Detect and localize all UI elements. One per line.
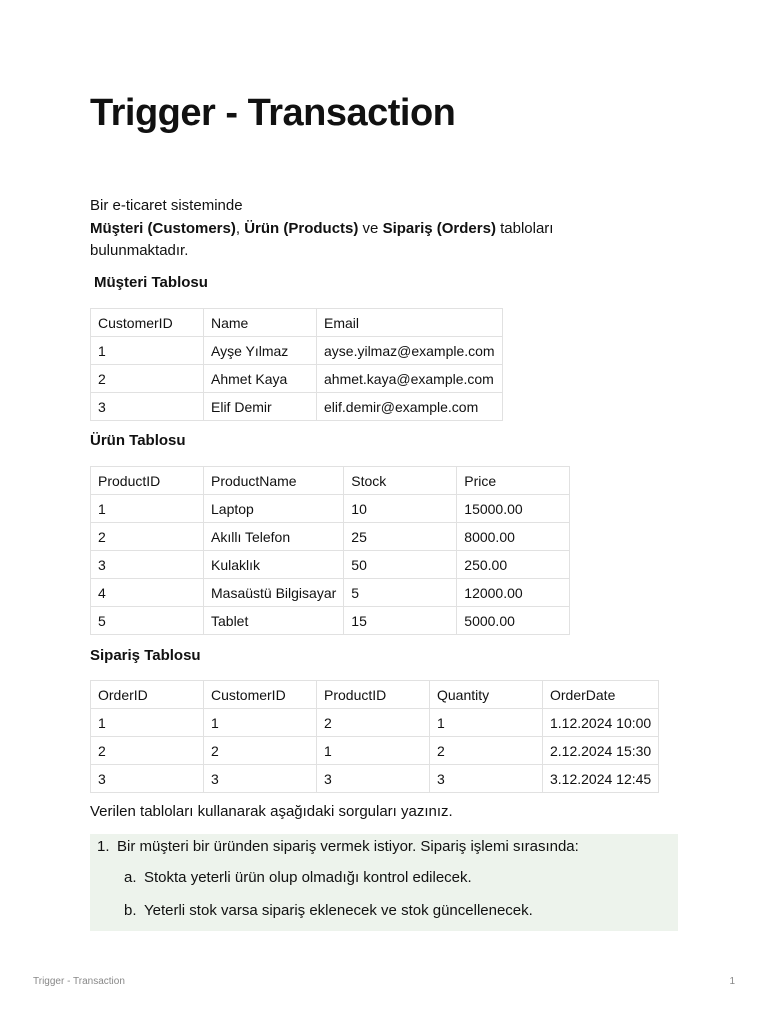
table-cell: 3.12.2024 12:45 bbox=[543, 765, 659, 793]
table-cell: 12000.00 bbox=[457, 579, 570, 607]
customers-table-title: Müşteri Tablosu bbox=[94, 274, 208, 291]
table-header-cell: CustomerID bbox=[91, 309, 204, 337]
products-table bbox=[90, 466, 570, 635]
table-header-cell: Price bbox=[457, 467, 570, 495]
table-header-cell: CustomerID bbox=[204, 681, 317, 709]
intro-sep: , bbox=[235, 219, 245, 237]
table-cell: 10 bbox=[344, 495, 457, 523]
orders-table-title: Sipariş Tablosu bbox=[90, 647, 201, 664]
table-row bbox=[91, 709, 659, 737]
table-cell: 4 bbox=[91, 579, 204, 607]
task-sub-b-text: Yeterli stok varsa sipariş eklenecek ve stok güncellenecek. bbox=[144, 902, 533, 919]
table-cell: 15 bbox=[344, 607, 457, 635]
table-header-cell: Stock bbox=[344, 467, 457, 495]
intro-orders: Sipariş (Orders) bbox=[382, 219, 496, 237]
table-cell: Laptop bbox=[204, 495, 344, 523]
table-row bbox=[91, 523, 570, 551]
table-cell: Ayşe Yılmaz bbox=[204, 337, 317, 365]
table-row bbox=[91, 337, 503, 365]
table-cell: 8000.00 bbox=[457, 523, 570, 551]
products-table-title: Ürün Tablosu bbox=[90, 432, 186, 449]
table-row bbox=[91, 737, 659, 765]
table-header-cell: ProductID bbox=[317, 681, 430, 709]
table-row bbox=[91, 393, 503, 421]
table-header-cell: OrderDate bbox=[543, 681, 659, 709]
table-cell: Tablet bbox=[204, 607, 344, 635]
task-item-1-text: Bir müşteri bir üründen sipariş vermek istiyor. Sipariş işlemi sırasında: bbox=[117, 838, 579, 855]
table-cell: Elif Demir bbox=[204, 393, 317, 421]
list-marker: 1. bbox=[97, 838, 110, 855]
table-header-row bbox=[91, 681, 659, 709]
page-title: Trigger - Transaction bbox=[90, 92, 456, 134]
page-number: 1 bbox=[729, 976, 735, 987]
table-cell: 5 bbox=[344, 579, 457, 607]
table-row bbox=[91, 495, 570, 523]
table-header-cell: Name bbox=[204, 309, 317, 337]
table-cell: 1 bbox=[91, 495, 204, 523]
table-cell: 3 bbox=[204, 765, 317, 793]
table-cell: 250.00 bbox=[457, 551, 570, 579]
customers-table bbox=[90, 308, 503, 421]
table-cell: Akıllı Telefon bbox=[204, 523, 344, 551]
table-cell: Kulaklık bbox=[204, 551, 344, 579]
intro-body bbox=[90, 218, 610, 263]
table-row bbox=[91, 551, 570, 579]
table-header-cell: ProductName bbox=[204, 467, 344, 495]
table-cell: 50 bbox=[344, 551, 457, 579]
table-cell: 3 bbox=[430, 765, 543, 793]
table-cell: 2 bbox=[91, 737, 204, 765]
table-cell: 15000.00 bbox=[457, 495, 570, 523]
intro-tail: tabloları bulunmaktadır. bbox=[90, 219, 554, 259]
table-cell: 2 bbox=[91, 523, 204, 551]
table-cell: 1 bbox=[204, 709, 317, 737]
table-row bbox=[91, 365, 503, 393]
table-cell: 25 bbox=[344, 523, 457, 551]
table-cell: 2.12.2024 15:30 bbox=[543, 737, 659, 765]
table-cell: 2 bbox=[91, 365, 204, 393]
table-cell: elif.demir@example.com bbox=[317, 393, 503, 421]
intro-sep: ve bbox=[358, 219, 383, 237]
task-callout bbox=[90, 834, 678, 931]
table-row bbox=[91, 765, 659, 793]
table-cell: 1 bbox=[91, 337, 204, 365]
orders-table bbox=[90, 680, 659, 793]
task-sub-a-text: Stokta yeterli ürün olup olmadığı kontrol edilecek. bbox=[144, 869, 472, 886]
table-cell: 2 bbox=[430, 737, 543, 765]
task-item-1 bbox=[97, 838, 579, 855]
table-cell: 1 bbox=[317, 737, 430, 765]
intro-customers: Müşteri (Customers) bbox=[90, 219, 236, 237]
table-cell: Ahmet Kaya bbox=[204, 365, 317, 393]
table-cell: Masaüstü Bilgisayar bbox=[204, 579, 344, 607]
table-cell: 5000.00 bbox=[457, 607, 570, 635]
table-header-cell: Email bbox=[317, 309, 503, 337]
table-cell: 5 bbox=[91, 607, 204, 635]
table-cell: 1 bbox=[430, 709, 543, 737]
intro-line: Bir e-ticaret sisteminde bbox=[90, 197, 243, 214]
table-cell: ahmet.kaya@example.com bbox=[317, 365, 503, 393]
table-row bbox=[91, 579, 570, 607]
table-header-cell: ProductID bbox=[91, 467, 204, 495]
table-cell: 1.12.2024 10:00 bbox=[543, 709, 659, 737]
table-cell: 2 bbox=[204, 737, 317, 765]
task-sub-a bbox=[124, 869, 472, 886]
table-header-row bbox=[91, 467, 570, 495]
intro-products: Ürün (Products) bbox=[244, 219, 359, 237]
closing-instruction: Verilen tabloları kullanarak aşağıdaki sorguları yazınız. bbox=[90, 803, 453, 820]
table-cell: 1 bbox=[91, 709, 204, 737]
intro-paragraph bbox=[90, 195, 610, 263]
table-cell: 3 bbox=[91, 551, 204, 579]
list-marker: b. bbox=[124, 902, 137, 919]
table-cell: 3 bbox=[91, 765, 204, 793]
list-marker: a. bbox=[124, 869, 137, 886]
table-cell: ayse.yilmaz@example.com bbox=[317, 337, 503, 365]
footer-title: Trigger - Transaction bbox=[33, 976, 125, 987]
table-cell: 2 bbox=[317, 709, 430, 737]
table-row bbox=[91, 607, 570, 635]
table-header-cell: OrderID bbox=[91, 681, 204, 709]
table-header-row bbox=[91, 309, 503, 337]
table-header-cell: Quantity bbox=[430, 681, 543, 709]
table-cell: 3 bbox=[317, 765, 430, 793]
table-cell: 3 bbox=[91, 393, 204, 421]
task-sub-b bbox=[124, 902, 533, 919]
